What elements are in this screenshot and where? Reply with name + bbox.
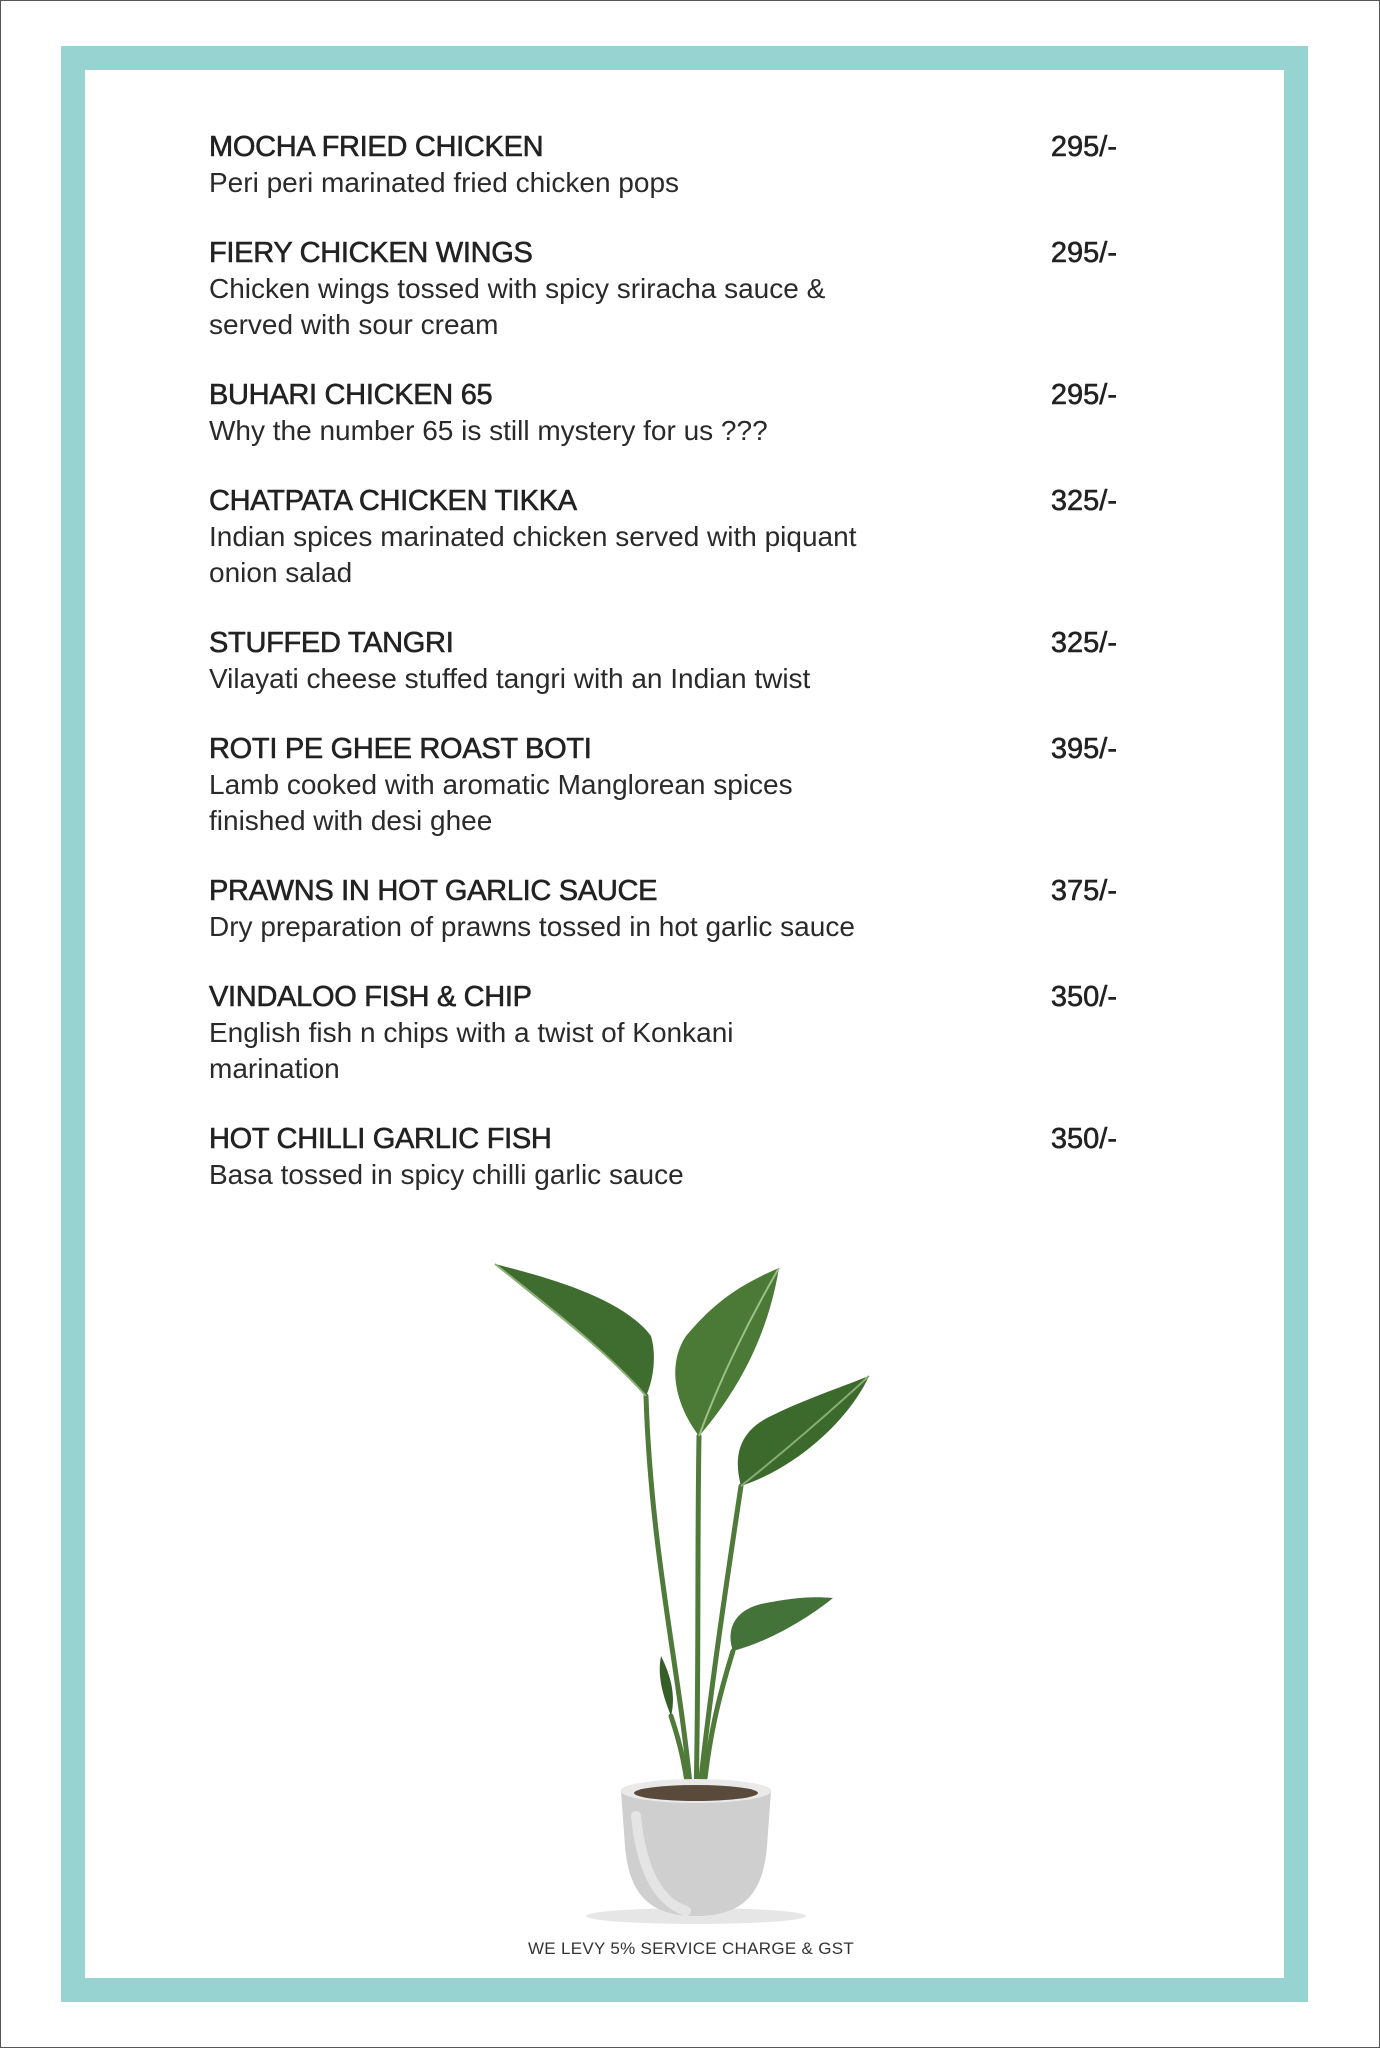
item-description: Lamb cooked with aromatic Manglorean spices finished with desi ghee [209,769,793,836]
item-description: Why the number 65 is still mystery for us ??? [209,415,768,446]
item-name: HOT CHILLI GARLIC FISH [209,1123,552,1155]
item-description: Peri peri marinated fried chicken pops [209,167,680,198]
item-description: Indian spices marinated chicken served with piquant onion salad [209,521,857,588]
menu-item [209,873,1117,945]
item-price: 295/- [1050,237,1117,269]
item-name: FIERY CHICKEN WINGS [209,237,533,269]
item-description: Basa tossed in spicy chilli garlic sauce [209,1159,684,1190]
menu-item [209,979,1117,1087]
menu-item [209,377,1117,449]
item-price: 295/- [1050,131,1117,163]
item-price: 375/- [1050,875,1117,907]
menu-item [209,731,1117,839]
item-name: BUHARI CHICKEN 65 [209,379,493,411]
item-name: ROTI PE GHEE ROAST BOTI [209,733,592,765]
item-price: 350/- [1050,981,1117,1013]
menu-item [209,235,1117,343]
item-description: Chicken wings tossed with spicy sriracha sauce & served with sour cream [209,273,826,340]
item-price: 350/- [1050,1123,1117,1155]
service-charge-note: WE LEVY 5% SERVICE CHARGE & GST [527,1939,855,1958]
potted-plant-illustration [471,1256,911,1936]
item-price: 395/- [1050,733,1117,765]
item-description: English fish n chips with a twist of Konkani marination [209,1017,734,1084]
item-price: 295/- [1050,379,1117,411]
item-price: 325/- [1050,627,1117,659]
menu-list [209,129,1117,1227]
item-price: 325/- [1050,485,1117,517]
plant-leaves [495,1264,869,1716]
item-name: VINDALOO FISH & CHIP [209,981,532,1013]
item-name: CHATPATA CHICKEN TIKKA [209,485,577,517]
plant-stems [646,1396,741,1796]
menu-item [209,483,1117,591]
item-name: MOCHA FRIED CHICKEN [209,131,544,163]
plant-pot [621,1779,771,1916]
menu-item [209,129,1117,201]
item-description: Vilayati cheese stuffed tangri with an Indian twist [209,663,811,694]
item-description: Dry preparation of prawns tossed in hot garlic sauce [209,911,855,942]
menu-item [209,1121,1117,1193]
item-name: STUFFED TANGRI [209,627,454,659]
item-name: PRAWNS IN HOT GARLIC SAUCE [209,875,658,907]
menu-item [209,625,1117,697]
